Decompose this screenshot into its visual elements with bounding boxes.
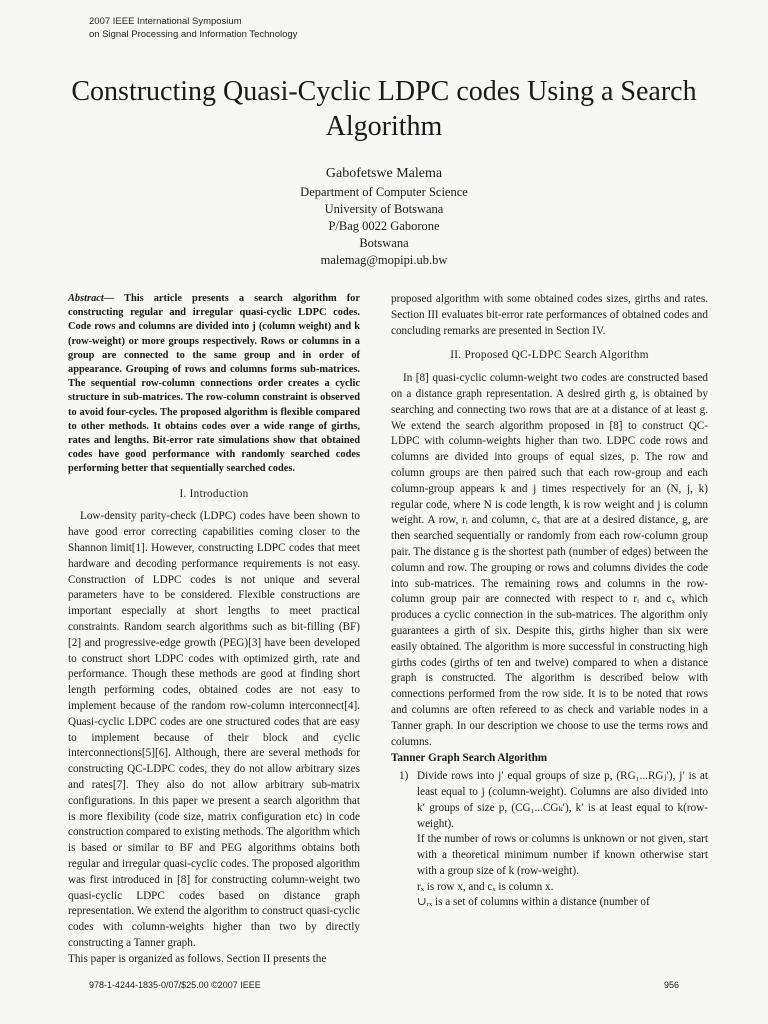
step-1-text-a: Divide rows into j′ equal groups of size p, (RG₁...RGⱼ′), j′ is at least equal to j (column-weight). Columns are also divided into k′ groups of size p, (CG₁...CGₖ′), k′ is at least equal to k(row-weight). — [417, 770, 708, 830]
section-1-paragraph-1: Low-density parity-check (LDPC) codes have been shown to have good error correcting capabilities coming closer to the Shannon limit[1]. However, constructing LDPC codes that meet hardware and decoding performance requirements is not easy. Construction of LDPC codes is not unique and several parameters have to be considered. Flexible constructions are important especially at short lengths to meet practical constraints. Random search algorithms such as bit-filling (BF)[2] and progressive-edge growth (PEG)[3] have been developed to construct short LDPC codes with optimized girth, rate and performance. Though these methods are good at finding short length performing codes, obtained codes are not easy to implement because of the random row-column interconnect[4]. Quasi-cyclic LDPC codes are one structured codes that are easy to implement because of their block and cyclic interconnections[5][6]. Although, there are several methods for constructing QC-LDPC codes, they do not allow arbitrary sizes and rates[7]. They also do not allow arbitrary sub-matrix configurations. In this paper we present a search algorithm that is more flexibility (code size, matrix configuration etc) in code construction compared to existing methods. The algorithm which is based or similar to BF and PEG algorithms obtains both regular and irregular quasi-cyclic codes. The proposed algorithm was first introduced in [8] for constructing column-weight two quasi-cyclic LDPC codes based on distance graph representation. We extend the algorithm to construct quasi-cyclic codes with column-weights higher than two by directly constructing a Tanner graph. — [68, 510, 360, 949]
section-1-heading: I. Introduction — [179, 487, 249, 500]
right-column — [391, 292, 708, 911]
algorithm-steps — [391, 769, 708, 911]
section-1-paragraph-2: This paper is organized as follows. Section II presents the — [68, 952, 327, 965]
step-1-text-d: ∪ᵣₓ is a set of columns within a distance (number of — [417, 896, 650, 909]
abstract: Abstract— This article presents a search algorithm for constructing regular and irregular quasi-cyclic LDPC codes. Code rows and columns are divided into j (column weight) and k (row-weight) or more groups respectively. Rows or columns in a group are connected to the same group and in order of appearance. Grouping of rows and columns forms sub-matrices. The sequential row-column connections order creates a cyclic structure in sub-matrices. The row-column constraint is observed to avoid four-cycles. The proposed algorithm is flexible compared to other methods. It obtains codes over a wide range of girths, rates and lengths. Bit-error rate simulations show that obtained codes have good performance with randomly searched codes performing better that sequentially searched codes. — [68, 293, 360, 475]
author-country: Botswana — [359, 236, 409, 250]
abstract-label: Abstract — [68, 293, 104, 304]
author-name: Gabofetswe Malema — [325, 166, 443, 181]
paper-title: Constructing Quasi-Cyclic LDPC codes Using a Search Algorithm — [71, 76, 697, 142]
left-column — [68, 292, 360, 968]
footer-page-number: 956 — [663, 980, 679, 990]
algorithm-step-1 — [391, 769, 708, 911]
step-1-text-b: If the number of rows or columns is unknown or not given, start with a theoretical minimum number if known otherwise start with a group size of k (row-weight). — [417, 833, 708, 877]
conference-line-2: on Signal Processing and Information Technology — [89, 28, 298, 40]
footer-isbn: 978-1-4244-1835-0/07/$25.00 ©2007 IEEE — [89, 980, 261, 990]
conference-header — [89, 16, 297, 41]
author-block — [0, 164, 768, 269]
author-email: malemag@mopipi.ub.bw — [320, 253, 448, 267]
section-1-continuation: proposed algorithm with some obtained codes sizes, girths and rates. Section III evaluates bit-error rate performances of obtained codes and concluding remarks are presented in Section IV. — [391, 293, 708, 337]
author-address: P/Bag 0022 Gaborone — [328, 219, 440, 233]
abstract-text: This article presents a search algorithm for constructing regular and irregular quasi-cyclic LDPC codes. Code rows and columns are divided into j (column weight) and k (row-weight) or more groups respectively. Rows or columns in a group are connected to the same group and in order of appearance. Grouping of rows and columns forms sub-matrices. The sequential row-column connections order creates a cyclic structure in sub-matrices. The row-column constraint is observed to avoid four-cycles. The proposed algorithm is flexible compared to other methods. It obtains codes over a wide range of girths, rates and lengths. Bit-error rate simulations show that obtained codes have good performance with randomly searched codes performing better that sequentially searched codes. — [68, 293, 360, 475]
step-1-text-c: rₓ is row x, and cₓ is column x. — [417, 880, 554, 893]
section-2-heading: II. Proposed QC-LDPC Search Algorithm — [450, 349, 649, 362]
section-2-paragraph-1: In [8] quasi-cyclic column-weight two codes are constructed based on a distance graph representation. A desired girth g, is obtained by searching and connecting two rows that are at a distance of at least g. We extend the search algorithm proposed in [8] to construct QC-LDPC with column-weights higher than two. LDPC code rows and columns are divided into groups of equal sizes, p. The row and column groups are then paired such that each row-group and each column-group appears k and j times respectively for an (N, j, k) regular code, where N is code length, k is row weight and j is column weight. A row, rᵢ and column, cₓ that are at a desired distance, g, are then searched sequentially or randomly from each row-column group pair. The distance g is the shortest path (number of edges) between the column and row. The grouping or rows and columns divides the code into sub-matrices. The remaining rows and columns in the row-column group pair are connected with respect to rᵢ and cₓ which produces a cyclic connection in the sub-matrices. The algorithm only guarantees a girth of six. Despite this, girths higher than six were easily obtained. The algorithm is more successful in constructing high girths codes (girths of ten and twelve) compared to when a distance graph is constructed. The algorithm is described below with connections performed from the row side. It is to be noted that rows and columns are often refereed to as check and variable nodes in a Tanner graph. In our description we choose to use the terms rows and columns. — [391, 372, 708, 748]
author-department: Department of Computer Science — [300, 185, 468, 199]
algorithm-subheading: Tanner Graph Search Algorithm — [391, 752, 548, 765]
step-1-number: 1) — [399, 770, 409, 783]
conference-line-1: 2007 IEEE International Symposium — [89, 16, 242, 27]
author-university: University of Botswana — [324, 202, 444, 216]
